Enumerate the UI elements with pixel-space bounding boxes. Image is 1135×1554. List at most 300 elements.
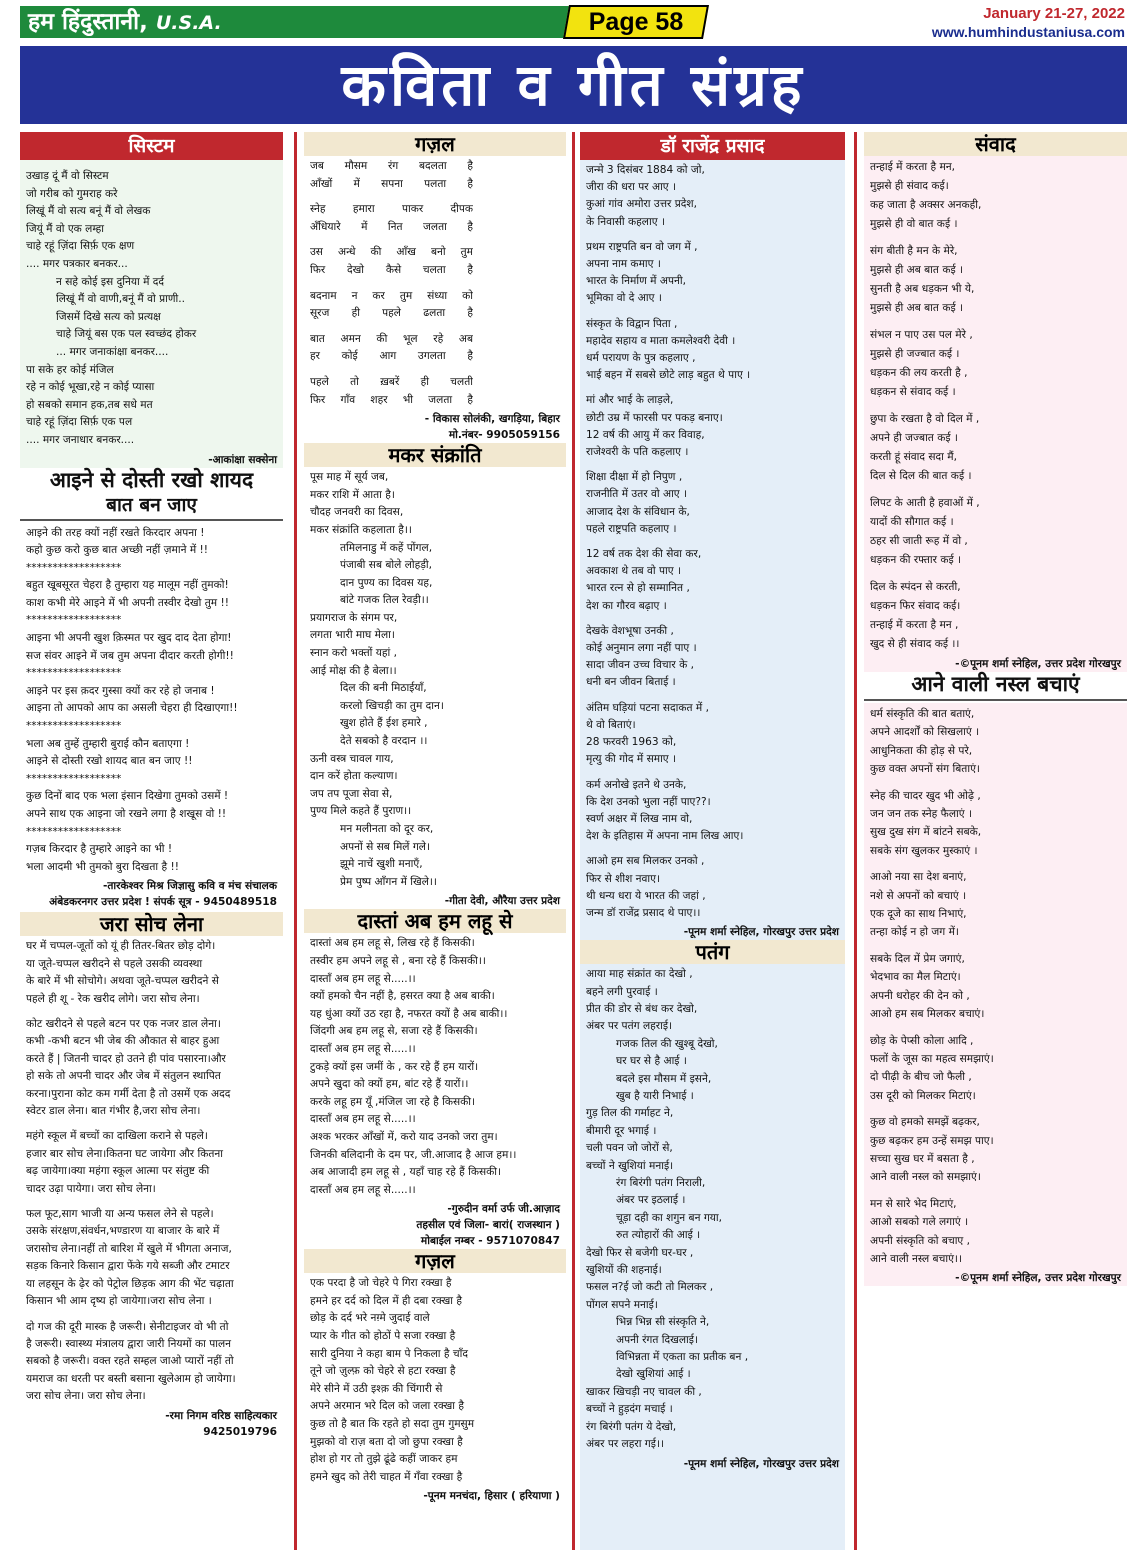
poem-line: भारत के निर्माण में अपनी, <box>586 275 686 288</box>
poem-line: धड़कन से संवाद कई । <box>870 386 956 398</box>
poem-line: दान पुण्य का दिवस यह, <box>340 576 433 589</box>
poem-line <box>870 779 1121 787</box>
poem-line <box>870 1187 1121 1195</box>
poem-line: एक परदा है जो चेहरे पे गिरा रक्खा है <box>310 1277 452 1290</box>
poem-line: तूने जो ज़ुल्फ़ को चेहरे से हटा रक्खा है <box>310 1365 456 1378</box>
poem-line: दिल के स्पंदन से करती, <box>870 581 961 593</box>
poem-line: ****************** <box>26 825 122 838</box>
poem-line: आँखों में सपना पलता है <box>310 177 473 190</box>
poem-line: के निवासी कहलाए । <box>586 215 665 228</box>
poem-line: आया माह संक्रांत का देखो , <box>586 968 693 981</box>
poem-line: भारत रत्न से हो सम्मानित , <box>586 582 690 595</box>
poem-line: गज़ब किरदार है तुम्हारे आइने का भी ! <box>26 843 173 856</box>
poem-line: कोई अनुमान लगा नहीं पाए । <box>586 642 697 655</box>
poem-line: ****************** <box>26 561 122 574</box>
poem-line: जरा सोच लेना। जरा सोच लेना। <box>26 1390 146 1403</box>
poem-line: पहले राष्ट्रपति कहलाए । <box>586 522 677 535</box>
poem-line: मां और भाई के लाड़ले, <box>586 394 674 407</box>
poem-line: सबको है जरूरी। वक्त रहते सम्हल जाओ प्यारों नहीं तो <box>26 1355 234 1368</box>
poem-line: तमिलनाडु में कहें पोंगल, <box>340 541 433 554</box>
poem-dastan-body <box>304 933 566 1201</box>
poem-line: फलों के जूस का महत्व समझाएं। <box>870 1052 994 1065</box>
poem-line: जो गरीब को गुमराह करे <box>26 187 118 200</box>
poem-line: तन्हा कोई न हो जग में। <box>870 926 959 939</box>
poem-line: आइने की तरह क्यों नहीं रखते किरदार अपना ! <box>26 526 205 539</box>
poem-generation <box>864 703 1127 1286</box>
poem-line: होश हो गर तो तुझे ढूंढे कहीं जाकर हम <box>310 1453 458 1466</box>
poem-line: अँधियारे में नित जलता है <box>310 220 473 233</box>
poem-title-mirror: आइने से दोस्ती रखो शायद <box>49 467 254 492</box>
poem-samvad <box>864 156 1127 672</box>
poem-line: आई मोक्ष की है बेला।। <box>310 664 397 677</box>
poem-line: अंतिम घड़ियां पटना सदाकत में , <box>586 701 709 714</box>
poem-line: के बारे में भी सोचोगे। अथवा जूते-चप्पल खरीदने से <box>26 975 219 988</box>
poem-line: भाई बहन में सबसे छोटे लाड़ बहुत थे पाए । <box>586 369 751 382</box>
poem-line <box>310 323 473 331</box>
poem-line: रंग बिरंगी पतंग निराली, <box>616 1177 706 1189</box>
poem-line: तन्हाई में करता है मन , <box>870 619 959 631</box>
poem-author-contact: मो.नंबर- 9905059156 <box>448 429 560 442</box>
poem-line <box>870 486 1121 494</box>
poem-line: आधुनिकता की होड़ से परे, <box>870 744 973 757</box>
poem-line: कुछ वो हमको समझें बढ़कर, <box>870 1116 980 1129</box>
poem-line: आइने से दोस्ती रखो शायद बात बन जाए !! <box>26 755 193 768</box>
poem-line: मेरे सीने में उठी इश्क़ की चिंगारी से <box>310 1382 443 1395</box>
poem-line: बदले इस मौसम में इसने, <box>616 1072 712 1085</box>
poem-line: मुझसे ही संवाद कई। <box>870 180 949 192</box>
poem-line: संस्कृत के विद्वान पिता , <box>586 317 678 330</box>
poem-line: लिखूं मैं वो वाणी,बनूं मैं वो प्राणी.. <box>56 293 185 306</box>
poem-line: ****************** <box>26 772 122 785</box>
poem-line: मुझसे ही जज्बात कई । <box>870 348 960 360</box>
poem-line: चली पवन जो जोरों से, <box>586 1142 673 1155</box>
poem-line: दास्ताँ अब हम लहू से.....।। <box>310 972 416 985</box>
poem-line: अपने साथ एक आइना जो रखने लगा है शखूस वो !! <box>26 808 227 820</box>
poem-line: मुझसे ही अब बात कई । <box>870 302 964 314</box>
poem-line: आओ नया सा देश बनाएं, <box>870 871 967 884</box>
paper-name-text: हम हिंदुस्तानी, <box>28 9 148 35</box>
poem-line: चाहे रहूं ज़िंदा सिर्फ़ एक पल <box>26 416 133 429</box>
poem-line <box>586 692 839 700</box>
poem-line: छोड़ के दर्द भरे नग़्मे जुदाई वाले <box>310 1312 430 1325</box>
poem-line: खुब है यारी निभाई । <box>616 1089 694 1102</box>
poem-line: 28 फरवरी 1963 को, <box>586 736 677 749</box>
poem-line: जप तप पूजा सेवा से, <box>310 787 393 800</box>
poem-line: स्नेह की चादर खुद भी ओढ़े , <box>870 789 981 802</box>
poem-title-kite: पतंग <box>580 940 845 964</box>
poem-line: धड़कन की लय करती है , <box>870 367 968 379</box>
poem-line: 12 वर्ष की आयु में कर विवाह, <box>586 428 705 441</box>
poem-line: छोटी उम्र में फारसी पर पकड़ बनाए। <box>586 411 723 424</box>
poem-line: ... मगर जनाकांक्षा बनकर.... <box>56 345 169 358</box>
poem-line: सबके संग खुलकर मुस्काएं । <box>870 844 978 857</box>
poem-line <box>26 1008 277 1016</box>
poem-system <box>20 160 283 468</box>
poem-line: झूमे नाचें खुशी मनाएँ, <box>340 858 423 871</box>
poem-line: आओ सबको गले लगाएं । <box>870 1216 969 1229</box>
poem-line: दो गज की दूरी मास्क है जरूरी। सेनीटाइजर वो भी तो <box>26 1320 229 1333</box>
poem-line: धड़कन की रफ्तार कई । <box>870 554 962 566</box>
poem-line: धनी बन जीवन बिताई । <box>586 676 676 689</box>
poem-ghazal-body <box>304 156 479 411</box>
poem-line: दास्ताँ अब हम लहू से.....।। <box>310 1183 416 1196</box>
poem-line: हो सके तो अपनी चादर और जेब में संतुलन स्थापित <box>26 1070 221 1083</box>
poem-line: बढ़ जायेगा।क्या महंगा स्कूल आत्मा पर संतुष्ट की <box>26 1165 210 1178</box>
poem-line: चादर उढ़ा पायेगा। जरा सोच लेना। <box>26 1182 156 1195</box>
poem-line: प्रीत की डोर से बंध कर देखो, <box>586 1002 698 1015</box>
poem-line: एक दूजे का साथ निभाएं, <box>870 908 967 921</box>
poem-line: मन मलीनता को दूर कर, <box>340 823 434 835</box>
poem-author-contact: मोबाईल नम्बर - 9571070847 <box>420 1235 560 1248</box>
website-link[interactable]: www.humhindustaniusa.com <box>931 24 1125 40</box>
poem-line: स्वर्ण अक्षर में लिख नाम वो, <box>586 812 693 825</box>
poem-line: ****************** <box>26 614 122 627</box>
poem-line <box>26 1198 277 1206</box>
poem-title-ghazal: गज़ल <box>304 132 566 156</box>
poem-line: पंजाबी सब बोले लोहड़ी, <box>340 559 433 572</box>
poem-line: थी धन्य धरा ये भारत की जहां , <box>586 889 706 902</box>
poem-author: -गीता देवी, औरैया उत्तर प्रदेश <box>444 895 560 908</box>
poem-line: सबके दिल में प्रेम जगाएं, <box>870 952 965 965</box>
poem-line: पोंगल सपने मनाई। <box>586 1298 658 1311</box>
poem-line: आने वाली नस्ल को समझाएं। <box>870 1171 981 1184</box>
poem-line: अश्क भरकर आँखों में, करो याद उनको जरा तुम। <box>310 1130 498 1143</box>
poem-line <box>870 402 1121 410</box>
poem-line <box>870 1024 1121 1032</box>
poem-line: दास्ताँ अब हम लहू से.....।। <box>310 1042 416 1055</box>
poem-line: या जूते-चप्पल खरीदने से पहले उसकी व्यवस्था <box>26 957 203 970</box>
poem-line: देखके वेशभूषा उनकी , <box>586 624 674 637</box>
poem-line: फसल न?ई जो कटी तो मिलकर , <box>586 1281 714 1294</box>
page-number: Page 58 <box>588 8 684 36</box>
poem-author: -©पूनम शर्मा स्नेहिल, उत्तर प्रदेश गोरखपुर <box>955 658 1121 670</box>
poem-author: -गुरुदीन वर्मा उर्फ जी.आज़ाद <box>447 1203 560 1216</box>
poem-line <box>310 366 473 374</box>
poem-line: जिंदगी अब हम लहू से, सजा रहे हैं किसकी। <box>310 1025 478 1038</box>
poem-line: कहो कुछ करो कुछ बात अच्छी नहीं ज़माने में !! <box>26 544 209 557</box>
poem-title-generation: आने वाली नस्ल बचाएं <box>911 672 1080 696</box>
poem-line: अपनी धरोहर की देन को , <box>870 989 970 1002</box>
poem-line: छुपा के रखता है वो दिल में , <box>870 413 980 425</box>
poem-line: अपने अरमान भरे दिल को जला रक्खा है <box>310 1400 465 1413</box>
poem-line: यमराज का धरती पर बस्ती बसाना खुलेआम हो जायेगा। <box>26 1372 236 1385</box>
poem-line: करके लहू हम यूँ ,मंजिल जा रहे है किसकी। <box>310 1095 476 1108</box>
poem-line: तस्वीर हम अपने लहू से , बना रहे हैं किसकी।। <box>310 954 486 967</box>
poem-line <box>870 942 1121 950</box>
poem-line: क्यों हमको चैन नहीं है, हसरत क्या है अब बाकी। <box>310 990 495 1003</box>
poem-line: कभी -कभी बटन भी जेब की औकात से बाहर हुआ <box>26 1035 220 1048</box>
poem-line: न सहे कोई इस दुनिया में दर्द <box>56 275 165 288</box>
poem-line: उस अन्धे की आँख बनो तुम <box>310 246 473 259</box>
poem-line: कुछ तो है बात कि रहते हो सदा तुम गुमसुम <box>310 1418 475 1431</box>
poem-line: जन्मे 3 दिसंबर 1884 को जो, <box>586 164 705 176</box>
poem-author: -तारकेश्वर मिश्र जिज्ञासु कवि व मंच संचालक <box>102 880 277 893</box>
poem-line: बच्चों ने हुड़दंग मचाई । <box>586 1403 673 1416</box>
poem-line: अपने ही जज्बात कई । <box>870 432 958 444</box>
column-3 <box>580 132 845 1550</box>
poem-line: पुण्य मिले कहते हैं पुराण।। <box>310 805 412 818</box>
poem-line: अब आजादी हम लहू से , यहाँ चाह रहे हैं किसकी। <box>310 1166 502 1179</box>
poem-line: सज संवर आइने में जब तुम अपना दीदार करती होगी!! <box>26 649 234 662</box>
poem-line <box>870 860 1121 868</box>
poem-author-contact: अंबेडकरनगर उत्तर प्रदेश ! संपर्क सूत्र - 9450489518 <box>49 896 277 909</box>
poem-line: लिपट के आती है हवाओं में , <box>870 497 980 509</box>
poem-line: भेदभाव का मैल मिटाएं। <box>870 971 961 984</box>
poem-samvad-body <box>864 156 1127 656</box>
poem-line: मन से सारे भेद मिटाएं, <box>870 1197 957 1210</box>
poem-line: ****************** <box>26 720 122 733</box>
poem-line: जब मौसम रंग बदलता है <box>310 160 473 172</box>
poem-line: चाहे रहूं ज़िंदा सिर्फ़ एक क्षण <box>26 240 135 253</box>
poem-line: प्रेम पुष्प आँगन में खिले।। <box>340 875 437 888</box>
poem-line: सड़क किनारे किसान द्वारा फेंके गये सब्जी और टमाटर <box>26 1260 230 1273</box>
poem-line: आओ हम सब मिलकर उनको , <box>586 855 705 868</box>
poem-line <box>26 1311 277 1319</box>
poem-line: थे वो बिताएं। <box>586 718 636 731</box>
poem-line: करलो खिचड़ी का तुम दान। <box>340 699 444 712</box>
poem-line: दास्ताँ अब हम लहू से.....।। <box>310 1113 416 1126</box>
poem-line: संभल न पाए उस पल मेरे , <box>870 329 973 341</box>
poem-line: जीरा की धरा पर आए । <box>586 181 677 194</box>
poem-line: अपनी रंगत दिखलाई। <box>616 1333 698 1346</box>
poem-line: कुआं गांव अमोरा उत्तर प्रदेश, <box>586 198 697 211</box>
poem-author: -©पूनम शर्मा स्नेहिल, उत्तर प्रदेश गोरखपुर <box>955 1272 1121 1285</box>
poem-line <box>586 845 839 853</box>
poem-line: बांटे गजक तिल रेवड़ी।। <box>340 594 429 607</box>
poem-line: मकर संक्रांति कहलाता है।। <box>310 523 412 536</box>
paper-name <box>20 6 580 38</box>
poem-line: पूस माह में सूर्य जब, <box>310 471 389 484</box>
poem-line: धड़कन फिर संवाद कई। <box>870 600 961 612</box>
poem-line: अंबर पर इठलाई । <box>616 1194 686 1207</box>
poem-line <box>310 236 473 244</box>
poem-line: खुशियों की शहनाई। <box>586 1264 662 1277</box>
poem-generation-body <box>864 703 1127 1270</box>
poem-line: तन्हाई में करता है मन, <box>870 161 956 173</box>
poem-line: राजनीति में उतर वो आए । <box>586 488 688 501</box>
poem-line: राजेश्वरी के पति कहलाए । <box>586 446 689 459</box>
poem-title-system: सिस्टम <box>20 132 283 160</box>
poem-line: करना।पुराना कोट कम गर्मी देता है तो उसमें एक अदद <box>26 1087 231 1100</box>
section-banner: कविता व गीत संग्रह <box>20 46 1127 124</box>
poem-line: चूड़ा दही का शगुन बन गया, <box>616 1211 723 1224</box>
poem-line: भिन्न भिन्न सी संस्कृति ने, <box>616 1316 710 1329</box>
poem-line: मुझको वो राज़ बता दो जो छुपा रक्खा है <box>310 1435 463 1448</box>
poem-title-think: जरा सोच लेना <box>20 912 283 936</box>
poem-line: जन्म डॉ राजेंद्र प्रसाद थे पाए।। <box>586 906 701 919</box>
poem-line: स्नान करो भक्तों यहां , <box>310 647 398 660</box>
poem-kite-body <box>580 964 845 1455</box>
poem-system-body <box>20 160 283 452</box>
poem-line: अपनों से सब मिलें गले। <box>340 840 430 853</box>
poem-line: आओ हम सब मिलकर बचाएं। <box>870 1008 985 1021</box>
poem-line: अपने आदर्शों को सिखलाएं । <box>870 726 980 739</box>
poem-line: किसान भी आम दृष्य हो जायेगा।जरा सोच लेना । <box>26 1295 212 1308</box>
poem-line: दान करें होता कल्याण। <box>310 770 398 783</box>
poem-line: देखो फिर से बजेगी घर-घर , <box>586 1246 694 1259</box>
poem-line: दो पीढ़ी के बीच जो फैली , <box>870 1071 972 1084</box>
issue-date: January 21-27, 2022 <box>983 5 1125 22</box>
poem-line: .... मगर पत्रकार बनकर... <box>26 257 128 270</box>
poem-title-makar: मकर संक्रांति <box>304 443 566 467</box>
poem-makar-body <box>304 467 566 893</box>
poem-line: संग बीती है मन के मेरे, <box>870 245 958 257</box>
poem-line: देते सबको है वरदान ।। <box>340 735 428 748</box>
poem-line: देश के इतिहास में अपना नाम लिख आए। <box>586 830 744 843</box>
poem-line: स्वेटर डाल लेना। बात गंभीर है,जरा सोच लेना। <box>26 1105 201 1118</box>
poem-line <box>586 769 839 777</box>
poem-line: विभिन्नता में एकता का प्रतीक बन , <box>616 1351 749 1364</box>
poem-line: बहुत खूबसूरत चेहरा है तुम्हारा यह मालूम नहीं तुमको! <box>26 579 229 592</box>
poem-line <box>26 1120 277 1128</box>
poem-title-ghazal-2: गज़ल <box>304 1249 566 1273</box>
poem-title-rajendra: डॉ राजेंद्र प्रसाद <box>580 132 845 160</box>
poem-line: प्यार के गीत को होठों पे सजा रक्खा है <box>310 1330 456 1343</box>
poem-line: हो सबको समान हक,तब सधे मत <box>26 398 153 411</box>
poem-rajendra-body <box>580 160 845 924</box>
poem-line: रहे न कोई भूखा,रहे न कोई प्यासा <box>26 381 155 394</box>
poem-line: छोड़ के पेप्सी कोला आदि , <box>870 1034 974 1047</box>
poem-line: बहने लगी पुरवाई । <box>586 985 658 998</box>
poem-author-address: तहसील एवं जिला- बारां( राजस्थान ) <box>416 1219 560 1232</box>
poem-line <box>586 538 839 546</box>
poem-line: यादों की सौगात कई । <box>870 516 954 528</box>
column-1 <box>20 132 283 1550</box>
poem-line: .... मगर जनाधार बनकर.... <box>26 433 135 446</box>
poem-line: दिल से दिल की बात कई । <box>870 470 972 482</box>
poem-line: काश कभी मेरे आइने में भी अपनी तस्वीर देखो तुम !! <box>26 596 229 609</box>
poem-line: अपने खुदा को क्यों हम, बांट रहे हैं यारों।। <box>310 1078 469 1091</box>
poem-line: भला अब तुम्हें तुम्हारी बुराई कौन बताएगा ! <box>26 737 190 750</box>
poem-line: अपनी संस्कृति को बचाए , <box>870 1234 971 1247</box>
poem-author: -आकांक्षा सक्सेना <box>208 453 277 466</box>
paper-suffix: U.S.A. <box>155 12 222 34</box>
column-divider <box>294 132 297 1550</box>
poem-line: हर कोई आग उगलता है <box>310 350 473 363</box>
poem-think-body <box>20 936 283 1407</box>
poem-line: स्नेह हमारा पाकर दीपक <box>310 203 473 216</box>
poem-line: ठहर सी जाती रूह में वो , <box>870 535 968 547</box>
poem-line: देश का गौरव बढ़ाए । <box>586 599 667 612</box>
poem-line: लगता भारी माघ मेला। <box>310 629 395 642</box>
poem-line: टुकड़े क्यों इस जमीं के , कर रहे हैं हम यारों। <box>310 1060 479 1073</box>
poem-line <box>870 570 1121 578</box>
column-divider <box>854 132 857 1550</box>
poem-line: कि देश उनको भुला नहीं पाए??। <box>586 795 711 808</box>
poem-line: जियूं मैं वो एक लम्हा <box>26 222 104 235</box>
poem-line: बच्चों ने खुशियां मनाई। <box>586 1159 674 1172</box>
poem-line: ****************** <box>26 667 122 680</box>
poem-line: धर्म संस्कृति की बात बताएं, <box>870 708 975 720</box>
poem-line: घर में चप्पल-जूतों को यूं ही तितर-बितर छोड़ दोगे। <box>26 940 216 953</box>
poem-line <box>586 384 839 392</box>
poem-line: भूमिका वो दे आए । <box>586 292 662 305</box>
poem-line: सुनती है अब धड़कन भी ये, <box>870 283 975 295</box>
poem-line: खुश होते हैं ईश हमारे , <box>340 717 428 730</box>
poem-line: बीमारी दूर भगाई । <box>586 1124 657 1137</box>
poem-author: -रमा निगम वरिष्ठ साहित्यकार <box>165 1409 277 1422</box>
poem-line <box>870 234 1121 242</box>
poem-line: शिक्षा दीक्षा में हो निपुण , <box>586 471 683 484</box>
poem-line: जिनकी बलिदानी के दम पर, जी.आजाद है आज हम।। <box>310 1148 517 1161</box>
poem-line: सुख दुख संग में बांटने सबके, <box>870 826 982 839</box>
poem-line: करते हैं | जितनी चादर हो उतने ही पांव पसारना।और <box>26 1052 226 1065</box>
poem-line: उखाड़ दूं मैं वो सिस्टम <box>26 170 109 182</box>
poem-line: प्रयागराज के संगम पर, <box>310 611 398 624</box>
column-4 <box>864 132 1127 1550</box>
poem-line <box>310 193 473 201</box>
poem-line <box>586 231 839 239</box>
poem-line: आजाद देश के संविधान के, <box>586 505 690 518</box>
poem-line: कुछ दिनों बाद एक भला इंसान दिखेगा तुमको उसमें ! <box>26 790 229 803</box>
poem-line: अंबर पर पतंग लहराई। <box>586 1020 673 1033</box>
poem-line: गजक तिल की खुश्बू देखो, <box>616 1037 718 1050</box>
divider <box>864 699 1127 701</box>
poem-author: -पूनम शर्मा स्नेहिल, गोरखपुर उत्तर प्रदेश <box>683 1457 839 1470</box>
poem-line: जिसमें दिखे सत्य को प्रत्यक्ष <box>56 310 161 323</box>
poem-line: सादा जीवन उच्च विचार के , <box>586 659 694 672</box>
poem-line: हजार बार सोच लेना।कितना घट जायेगा और कितना <box>26 1147 224 1160</box>
poem-line: पहले तो ख़बरें ही चलती <box>310 375 473 388</box>
poem-line: प्रथम राष्ट्रपति बन वो जग में , <box>586 240 698 253</box>
poem-author: -पूनम शर्मा स्नेहिल, गोरखपुर उत्तर प्रदेश <box>683 926 839 939</box>
poem-line <box>586 461 839 469</box>
poem-line: लिखूं मैं वो सत्य बनूं मैं वो लेखक <box>26 205 151 218</box>
poem-line: फल फूट,साग भाजी या अन्य फसल लेने से पहले। <box>26 1208 214 1221</box>
poem-line: ऊनी वस्त्र चावल गाय, <box>310 752 394 765</box>
poem-line: जन जन तक स्नेह फैलाएं । <box>870 808 973 821</box>
poem-line: नशे से अपनों को बचाएं । <box>870 889 967 902</box>
poem-author: -पूनम मनचंदा, हिसार ( हरियाणा ) <box>423 1490 560 1503</box>
poem-title-dastan: दास्तां अब हम लहू से <box>304 909 566 933</box>
poem-mirror-body <box>20 523 283 879</box>
poem-line: भला आदमी भी तुमको बुरा दिखता है !! <box>26 860 179 873</box>
poem-line: गुड़ तिल की गर्माहट ने, <box>586 1107 674 1120</box>
poem-line: महादेव सहाय व माता कमलेश्वरी देवी । <box>586 334 736 347</box>
poem-author: - विकास सोलंकी, खगड़िया, बिहार <box>424 413 560 426</box>
divider <box>20 519 283 521</box>
poem-line: मकर राशि में आता है। <box>310 488 395 501</box>
poem-line: दिल की बनी मिठाईयाँ, <box>340 682 427 695</box>
poem-line: सच्चा सुख घर में बसता है , <box>870 1152 975 1165</box>
column-2 <box>304 132 566 1550</box>
poem-line: अपना नाम कमाए । <box>586 258 661 271</box>
poem-title-mirror-line2: बात बन जाए <box>106 493 197 516</box>
poem-line: कोट खरीदने से पहले बटन पर एक नजर डाल लेना। <box>26 1018 221 1030</box>
poem-title-samvad: संवाद <box>864 132 1127 156</box>
poem-line: रंग बिरंगी पतंग ये देखो, <box>586 1420 677 1433</box>
poem-line: रुत त्योहारों की आई । <box>616 1229 701 1242</box>
poem-line: कुछ वक्त अपनों संग बिताएं। <box>870 763 980 776</box>
poem-line: मृत्यु की गोद में समाए । <box>586 753 677 766</box>
poem-line: कर्म अनोखे इतने थे उनके, <box>586 778 687 791</box>
poem-line: घर घर से है आई । <box>616 1055 687 1068</box>
poem-line: धर्म परायण के पुत्र कहलाए , <box>586 352 696 365</box>
poem-line: फिर देखो कैसे चलता है <box>310 263 473 276</box>
poem-line: अवकाश थे तब वो पाए । <box>586 565 682 578</box>
poem-line <box>870 1105 1121 1113</box>
poem-line: 12 वर्ष तक देश की सेवा कर, <box>586 548 702 561</box>
poem-line: खाकर खिचड़ी नए चावल की , <box>586 1385 702 1398</box>
poem-line: बदनाम न कर तुम संध्या को <box>310 289 473 302</box>
poem-line <box>310 280 473 288</box>
poem-line: हमने खुद को तेरी चाहत में गँवा रक्खा है <box>310 1470 463 1483</box>
poem-line: चौदह जनवरी का दिवस, <box>310 506 404 519</box>
poem-line: मुझसे ही अब बात कई । <box>870 264 964 276</box>
column-divider <box>572 132 575 1550</box>
poem-line: देखो खुशियां आई । <box>616 1368 691 1381</box>
poem-line: जरासोच लेना।नहीं तो बारिश में खुले में भीगता अनाज, <box>26 1242 232 1255</box>
